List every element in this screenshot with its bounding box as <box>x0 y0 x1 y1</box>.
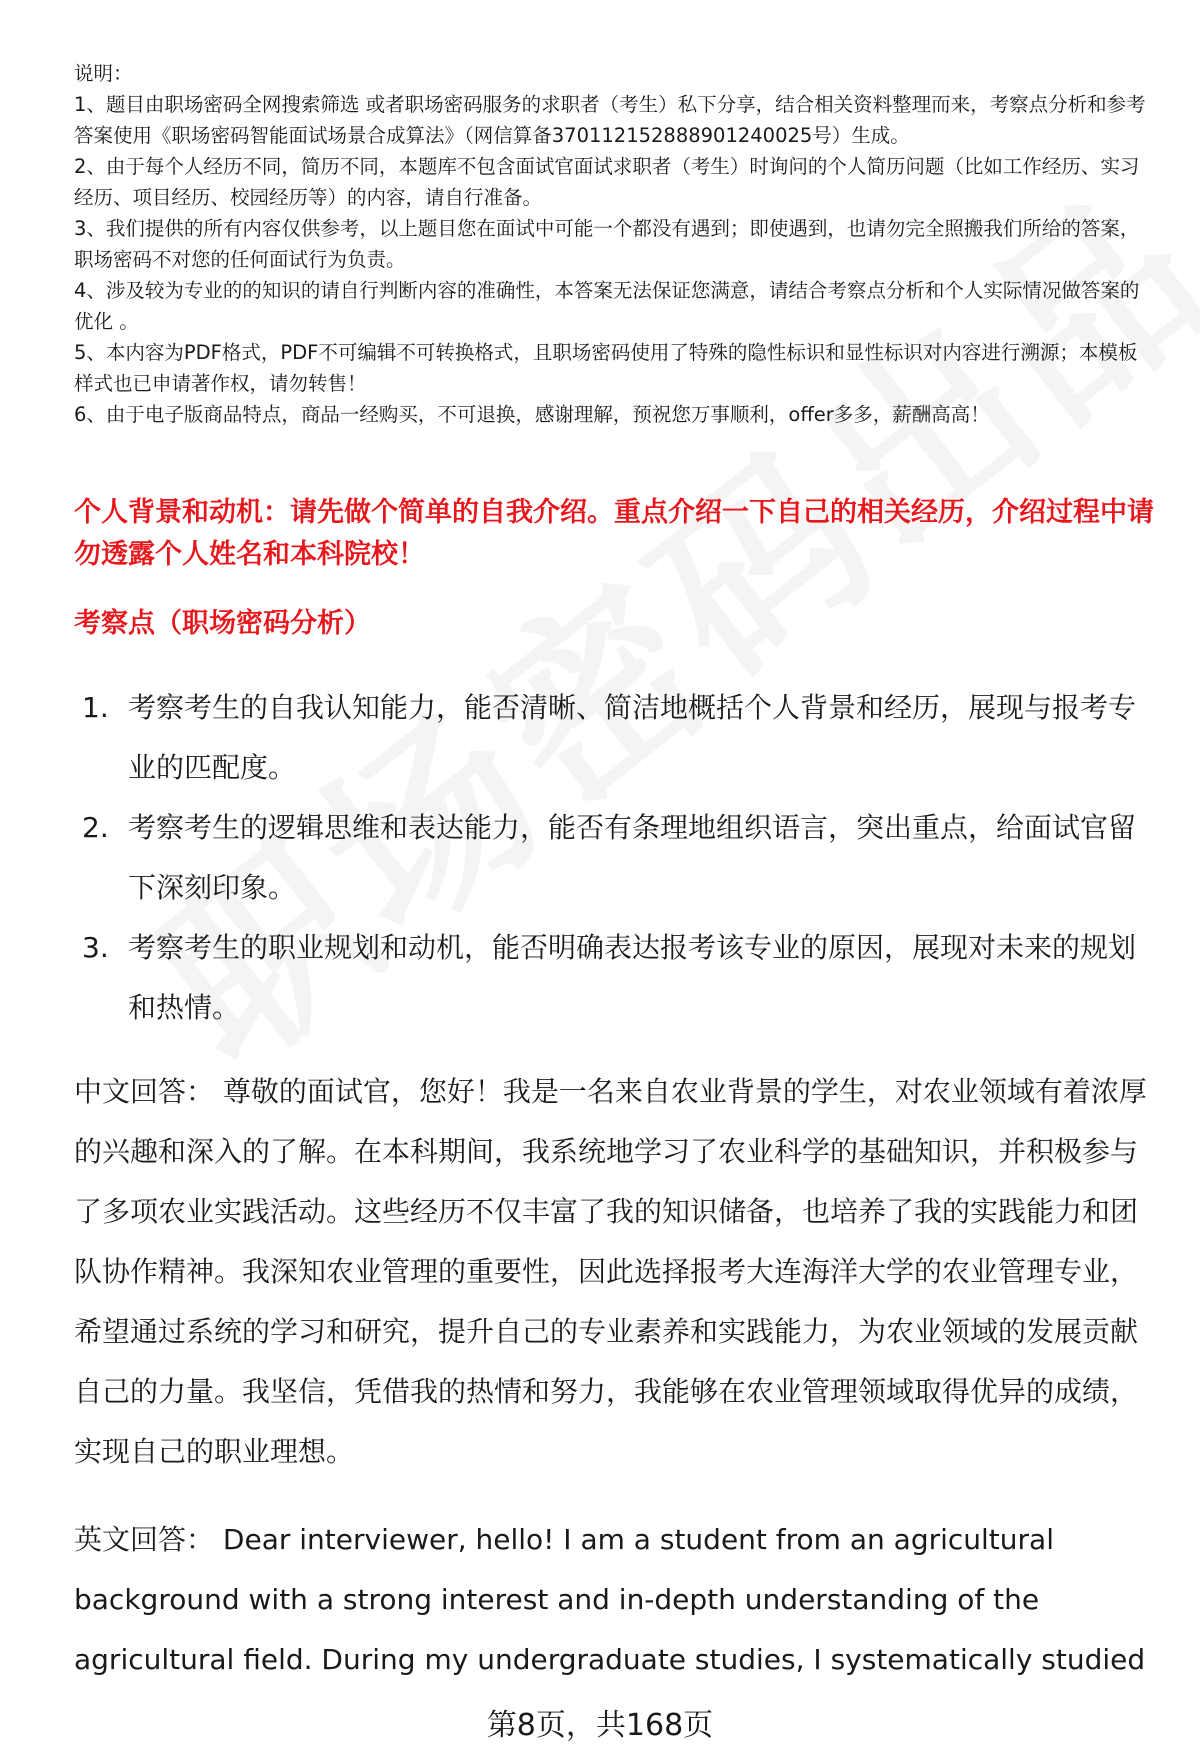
point-text: 考察考生的职业规划和动机，能否明确表达报考该专业的原因，展现对未来的规划和热情。 <box>128 931 1137 1024</box>
note-item: 3、我们提供的所有内容仅供参考，以上题目您在面试中可能一个都没有遇到；即使遇到，也请勿完全照搬我们所给的答案，职场密码不对您的任何面试行为负责。 <box>74 217 1140 271</box>
answer-chinese: 中文回答： 尊敬的面试官，您好！我是一名来自农业背景的学生，对农业领域有着浓厚的兴趣和深入的了解。在本科期间，我系统地学习了农业科学的基础知识，并积极参与了多项农业实践活动。这些经历不仅丰富了我的知识储备，也培养了我的实践能力和团队协作精神。我深知农业管理的重要性，因此选择报考大连海洋大学的农业管理专业，希望通过系统的学习和研究，提升自己的专业素养和实践能力，为农业领域的发展贡献自己的力量。我坚信，凭借我的热情和努力，我能够在农业管理领域取得优异的成绩，实现自己的职业理想。 <box>74 1075 1147 1468</box>
point-number: 1. <box>82 691 109 724</box>
analysis-points <box>82 678 1162 1038</box>
page-number-footer: 第8页，共168页 <box>486 1708 714 1743</box>
question-title: 个人背景和动机：请先做个简单的自我介绍。重点介绍一下自己的相关经历，介绍过程中请勿透露个人姓名和本科院校！ <box>74 497 1154 570</box>
notes-heading: 说明： <box>74 62 133 85</box>
analysis-point <box>82 678 1162 798</box>
analysis-point <box>82 798 1162 918</box>
analysis-title: 考察点（职场密码分析） <box>74 608 371 639</box>
answer-english: 英文回答： Dear interviewer, hello! I am a student from an agricultural background with a strong interest and in-depth understanding of the agricultural field. During my undergraduate studies, I systematically studied <box>74 1523 1146 1676</box>
note-item: 1、题目由职场密码全网搜索筛选 或者职场密码服务的求职者（考生）私下分享，结合相关资料整理而来，考察点分析和参考答案使用《职场密码智能面试场景合成算法》（网信算备370112152888901240025号）生成。 <box>74 93 1146 147</box>
note-item: 5、本内容为PDF格式，PDF不可编辑不可转换格式，且职场密码使用了特殊的隐性标识和显性标识对内容进行溯源；本模板样式也已申请著作权，请勿转售！ <box>74 341 1138 395</box>
notes-section <box>74 58 1154 430</box>
point-text: 考察考生的逻辑思维和表达能力，能否有条理地组织语言，突出重点，给面试官留下深刻印象。 <box>128 811 1137 904</box>
note-item: 4、涉及较为专业的的知识的请自行判断内容的准确性，本答案无法保证您满意，请结合考察点分析和个人实际情况做答案的优化 。 <box>74 279 1140 333</box>
point-number: 2. <box>82 811 109 844</box>
note-item: 6、由于电子版商品特点，商品一经购买，不可退换，感谢理解，预祝您万事顺利，offer多多，薪酬高高！ <box>74 403 990 426</box>
analysis-point <box>82 918 1162 1038</box>
note-item: 2、由于每个人经历不同，简历不同，本题库不包含面试官面试求职者（考生）时询问的个人简历问题（比如工作经历、实习经历、项目经历、校园经历等）的内容，请自行准备。 <box>74 155 1140 209</box>
point-text: 考察考生的自我认知能力，能否清晰、简洁地概括个人背景和经历，展现与报考专业的匹配度。 <box>128 691 1137 784</box>
point-number: 3. <box>82 931 109 964</box>
